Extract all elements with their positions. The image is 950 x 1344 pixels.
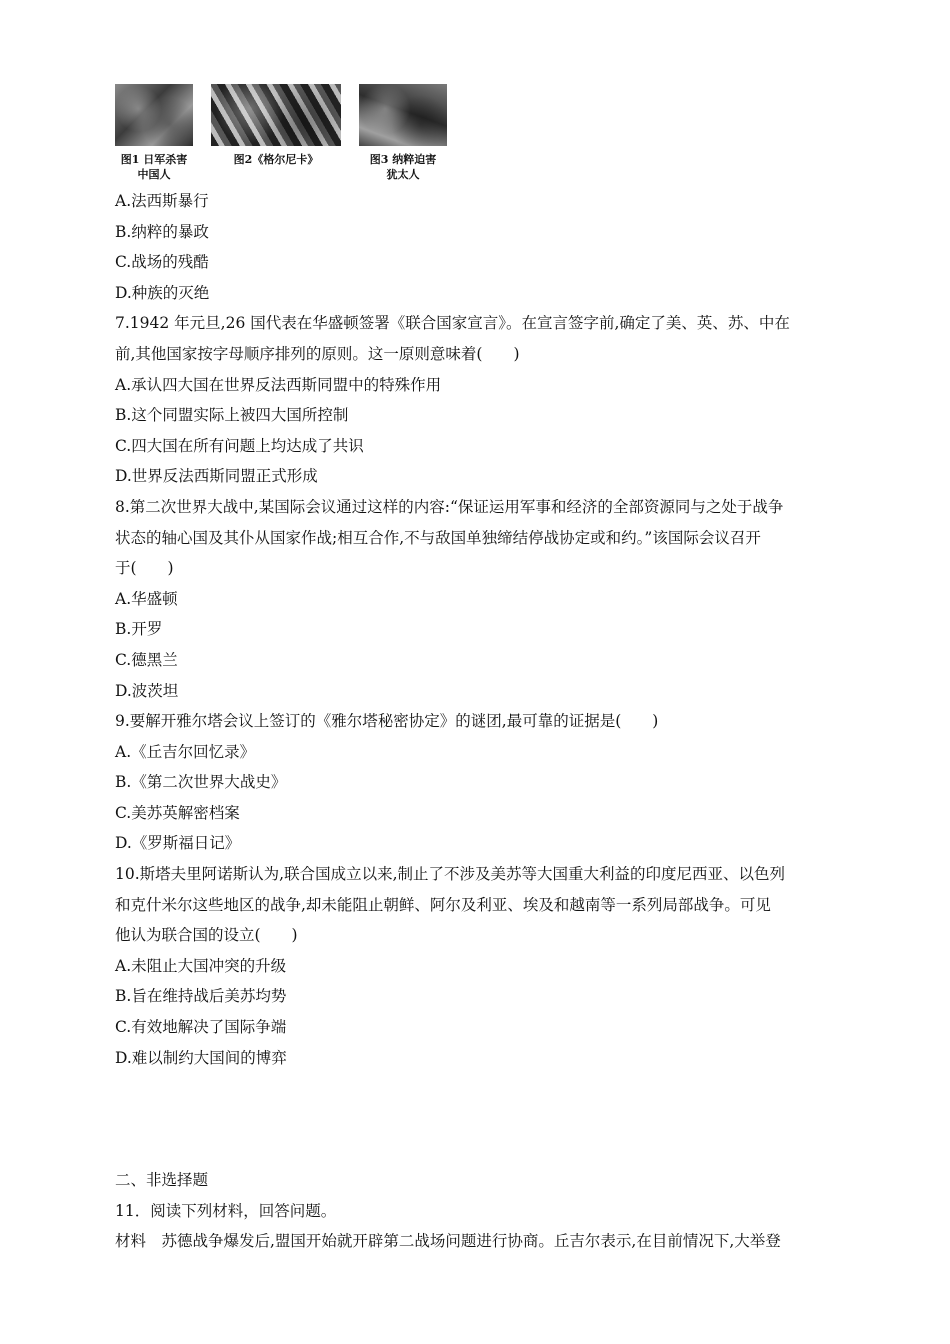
photo-guernica bbox=[211, 84, 341, 146]
option-b: B.纳粹的暴政 bbox=[115, 222, 209, 241]
photo-japanese-massacre bbox=[115, 84, 193, 146]
option-b: B.《第二次世界大战史》 bbox=[115, 773, 287, 792]
option-a: A.承认四大国在世界反法西斯同盟中的特殊作用 bbox=[115, 375, 442, 394]
question-10-stem: 和克什米尔这些地区的战争,却未能阻止朝鲜、阿尔及利亚、埃及和越南等一系列局部战争。可见 bbox=[115, 895, 771, 914]
question-8-stem: 8.第二次世界大战中,某国际会议通过这样的内容:“保证运用军事和经济的全部资源同与之处于战争 bbox=[115, 497, 784, 516]
option-a: A.未阻止大国冲突的升级 bbox=[115, 956, 287, 975]
question-8-stem: 状态的轴心国及其仆从国家作战;相互合作,不与敌国单独缔结停战协定或和约。”该国际会议召开 bbox=[115, 528, 761, 547]
option-a: A.华盛顿 bbox=[115, 589, 178, 608]
question-8-stem: 于( ) bbox=[115, 559, 174, 578]
question-10-stem: 10.斯塔夫里阿诺斯认为,联合国成立以来,制止了不涉及美苏等大国重大利益的印度尼西亚、以色列 bbox=[115, 865, 786, 884]
figure-row bbox=[115, 84, 840, 182]
option-d: D.世界反法西斯同盟正式形成 bbox=[115, 467, 318, 486]
option-d: D.《罗斯福日记》 bbox=[115, 834, 241, 853]
figure-2 bbox=[211, 84, 341, 167]
option-c: C.有效地解决了国际争端 bbox=[115, 1018, 287, 1037]
question-11-stem: 11．阅读下列材料，回答问题。 bbox=[115, 1201, 337, 1220]
option-b: B.旨在维持战后美苏均势 bbox=[115, 987, 287, 1006]
figure-caption: 图3 纳粹迫害 犹太人 bbox=[369, 153, 437, 181]
option-c: C.德黑兰 bbox=[115, 650, 178, 669]
option-c: C.美苏英解密档案 bbox=[115, 803, 240, 822]
section-spacer bbox=[115, 1073, 840, 1165]
option-d: D.难以制约大国间的博弈 bbox=[115, 1048, 287, 1067]
option-c: C.战场的残酷 bbox=[115, 253, 209, 272]
question-7-stem: 7.1942 年元旦,26 国代表在华盛顿签署《联合国家宣言》。在宣言签字前,确定了美、英、苏、中在 bbox=[115, 314, 790, 333]
figure-caption: 图1 日军杀害 中国人 bbox=[120, 153, 188, 181]
option-b: B.开罗 bbox=[115, 620, 163, 639]
photo-nazi-persecution bbox=[359, 84, 447, 146]
question-10-stem: 他认为联合国的设立( ) bbox=[115, 926, 298, 945]
question-9-stem: 9.要解开雅尔塔会议上签订的《雅尔塔秘密协定》的谜团,最可靠的证据是( ) bbox=[115, 712, 659, 731]
figure-3 bbox=[359, 84, 447, 182]
material-text: 材料 苏德战争爆发后,盟国开始就开辟第二战场问题进行协商。丘吉尔表示,在目前情况下,大举登 bbox=[115, 1232, 781, 1251]
question-text bbox=[115, 186, 840, 1257]
option-a: A.法西斯暴行 bbox=[115, 192, 209, 210]
question-7-stem: 前,其他国家按字母顺序排列的原则。这一原则意味着( ) bbox=[115, 344, 520, 363]
document-page bbox=[115, 84, 840, 1257]
option-d: D.波茨坦 bbox=[115, 681, 179, 700]
option-d: D.种族的灭绝 bbox=[115, 283, 210, 302]
figure-1 bbox=[115, 84, 193, 182]
option-c: C.四大国在所有问题上均达成了共识 bbox=[115, 436, 364, 455]
figure-caption: 图2《格尔尼卡》 bbox=[233, 153, 319, 166]
option-b: B.这个同盟实际上被四大国所控制 bbox=[115, 406, 349, 425]
section-heading: 二、非选择题 bbox=[115, 1171, 209, 1190]
option-a: A.《丘吉尔回忆录》 bbox=[115, 742, 256, 761]
